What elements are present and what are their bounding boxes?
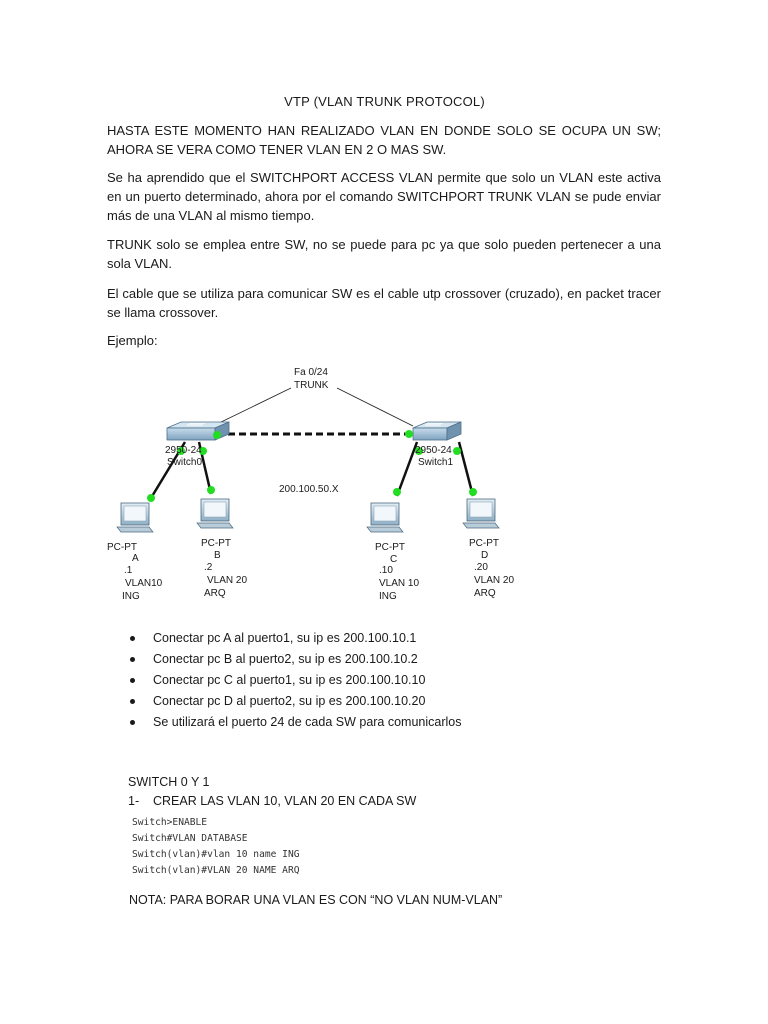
switch1-name-label: Switch1 [418,457,454,468]
list-item [127,691,627,712]
network-address-label: 200.100.50.X [279,484,339,495]
pc-b-name-label: B [214,550,221,561]
list-item-text: Conectar pc A al puerto1, su ip es 200.100.10.1 [153,631,417,645]
page-title: VTP (VLAN TRUNK PROTOCOL) [284,94,485,109]
switch1-icon [413,422,461,440]
trunk-port-label: Fa 0/24 [294,367,328,378]
list-item [127,712,627,733]
list-item [127,670,627,691]
code-line: Switch(vlan)#VLAN 20 NAME ARQ [132,865,300,876]
note-text: NOTA: PARA BORAR UNA VLAN ES CON “NO VLAN NUM-VLAN” [129,893,503,907]
code-line: Switch>ENABLE [132,817,208,828]
network-diagram [107,360,517,605]
instruction-list [127,628,627,733]
list-item-text: Conectar pc C al puerto1, su ip es 200.100.10.10 [153,673,426,687]
trunk-label: TRUNK [294,380,329,391]
network-topology-svg [107,360,517,605]
step-1-heading: 1- CREAR LAS VLAN 10, VLAN 20 EN CADA SW [128,794,417,808]
paragraph-example: Ejemplo: [107,333,158,348]
list-item-text: Se utilizará el puerto 24 de cada SW para comunicarlos [153,715,462,729]
trunk-annotation-line-left [217,388,291,424]
link-switch1-pc-d [459,442,473,496]
pc-d-type-label: PC-PT [469,538,499,549]
bullet-icon [130,657,135,662]
cli-code-block [132,815,300,879]
pc-b-type-label: PC-PT [201,538,231,549]
pc-b-ip-label: .2 [204,562,213,573]
pc-c-icon [367,503,403,532]
pc-a-ip-label: .1 [124,565,133,576]
bullet-icon [130,699,135,704]
paragraph-access-vlan: Se ha aprendido que el SWITCHPORT ACCESS VLAN permite que solo un VLAN este activa en un puerto determinado, ahora por el comando SWITCHPORT TRUNK VLAN se pude enviar más de una VLAN al mismo tiempo. [107,170,661,223]
pc-b-group-label: ARQ [204,588,226,599]
pc-c-ip-label: .10 [379,565,393,576]
code-line: Switch#VLAN DATABASE [132,833,248,844]
list-item [127,649,627,670]
paragraph-trunk: TRUNK solo se emplea entre SW, no se puede para pc ya que solo pueden pertenecer a una sola VLAN. [107,237,661,271]
switch0-model-label: 2950-24 [165,445,202,456]
bullet-icon [130,636,135,641]
pc-d-vlan-label: VLAN 20 [474,575,515,586]
trunk-annotation-line-right [337,388,413,426]
list-item-text: Conectar pc D al puerto2, su ip es 200.100.10.20 [153,694,426,708]
list-item-text: Conectar pc B al puerto2, su ip es 200.100.10.2 [153,652,418,666]
bullet-icon [130,720,135,725]
paragraph-crossover: El cable que se utiliza para comunicar SW es el cable utp crossover (cruzado), en packet tracer se llama crossover. [107,286,661,320]
pc-a-vlan-label: VLAN10 [125,578,163,589]
pc-c-type-label: PC-PT [375,542,405,553]
link-switch1-pc-c [397,442,417,496]
pc-d-ip-label: .20 [474,562,488,573]
pc-c-vlan-label: VLAN 10 [379,578,420,589]
pc-a-group-label: ING [122,591,140,602]
switch0-name-label: Switch0 [167,457,203,468]
pc-b-icon [197,499,233,528]
pc-c-name-label: C [390,554,398,565]
bullet-icon [130,678,135,683]
pc-a-type-label: PC-PT [107,542,137,553]
code-line: Switch(vlan)#vlan 10 name ING [132,849,300,860]
pc-d-icon [463,499,499,528]
pc-a-icon [117,503,153,532]
pc-d-name-label: D [481,550,489,561]
pc-d-group-label: ARQ [474,588,496,599]
list-item [127,628,627,649]
section-title: SWITCH 0 Y 1 [128,775,210,789]
pc-a-name-label: A [132,553,139,564]
paragraph-intro: HASTA ESTE MOMENTO HAN REALIZADO VLAN EN DONDE SOLO SE OCUPA UN SW; AHORA SE VERA COMO TENER VLAN EN 2 O MAS SW. [107,123,661,157]
switch1-model-label: 2950-24 [415,445,452,456]
pc-c-group-label: ING [379,591,397,602]
pc-b-vlan-label: VLAN 20 [207,575,248,586]
